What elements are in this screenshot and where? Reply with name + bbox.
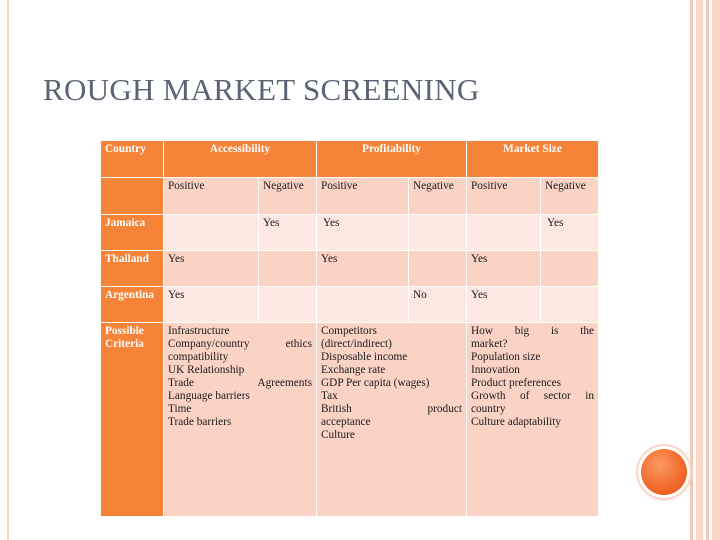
table-row-jamaica — [101, 215, 599, 251]
decorative-orb — [641, 449, 687, 495]
table-cell — [259, 287, 317, 323]
accessibility-negative-header: Negative — [259, 178, 317, 215]
table-cell — [541, 287, 599, 323]
market-size-positive-header: Positive — [467, 178, 541, 215]
criteria-item: British product — [321, 403, 462, 415]
table-row-thailand — [101, 251, 599, 287]
profitability-positive-header: Positive — [317, 178, 409, 215]
criteria-item: Company/country ethics — [168, 338, 312, 350]
criteria-item: Competitors — [321, 325, 377, 337]
table-cell — [409, 251, 467, 287]
table-row-argentina — [101, 287, 599, 323]
criteria-label-cell: Possible Criteria — [101, 323, 164, 517]
accessibility-criteria — [164, 323, 317, 517]
header-row — [101, 141, 599, 178]
market-size-negative-header: Negative — [541, 178, 599, 215]
accessibility-header: Accessibility — [164, 141, 317, 178]
table-cell: Yes — [467, 251, 541, 287]
table-cell: Yes — [467, 287, 541, 323]
market-size-criteria — [467, 323, 599, 517]
table-cell: Yes — [317, 215, 409, 251]
table-cell — [541, 251, 599, 287]
accessibility-positive-header: Positive — [164, 178, 259, 215]
market-screening-table — [100, 140, 599, 517]
criteria-item: How big is the — [471, 325, 595, 337]
table-cell — [409, 215, 467, 251]
table-cell — [259, 251, 317, 287]
criteria-item: Growth of sector in — [471, 390, 595, 402]
criteria-item: Product preferences — [471, 377, 562, 389]
criteria-item: Trade Agreements — [168, 377, 312, 389]
criteria-item: acceptance — [321, 416, 371, 428]
table-cell: Yes — [164, 251, 259, 287]
criteria-item: Time — [168, 403, 192, 415]
subheader-row — [101, 178, 599, 215]
criteria-item: Disposable income — [321, 351, 408, 363]
table-cell: Yes — [259, 215, 317, 251]
table-cell: Yes — [317, 251, 409, 287]
criteria-item: Tax — [321, 390, 338, 402]
country-cell: Argentina — [101, 287, 164, 323]
criteria-item: UK Relationship — [168, 364, 245, 376]
table-cell: Yes — [164, 287, 259, 323]
country-cell: Thailand — [101, 251, 164, 287]
criteria-item: Exchange rate — [321, 364, 386, 376]
criteria-item: Innovation — [471, 364, 520, 376]
criteria-item: Culture adaptability — [471, 416, 562, 428]
table-cell — [317, 287, 409, 323]
country-header: Country — [101, 141, 164, 178]
profitability-header: Profitability — [317, 141, 467, 178]
criteria-item: (direct/indirect) — [321, 338, 392, 350]
table-row-criteria — [101, 323, 599, 517]
right-stripe — [690, 0, 693, 540]
criteria-item: Language barriers — [168, 390, 250, 402]
criteria-item: compatibility — [168, 351, 229, 363]
subheader-blank — [101, 178, 164, 215]
market-size-header: Market Size — [467, 141, 599, 178]
right-stripe — [712, 0, 720, 540]
criteria-item: Infrastructure — [168, 325, 230, 337]
slide-title: ROUGH MARKET SCREENING — [43, 72, 480, 107]
country-cell: Jamaica — [101, 215, 164, 251]
criteria-item: GDP Per capita (wages) — [321, 377, 430, 389]
right-stripe — [706, 0, 709, 540]
criteria-item: country — [471, 403, 506, 415]
criteria-item: Culture — [321, 429, 355, 441]
criteria-item: Population size — [471, 351, 541, 363]
profitability-criteria — [317, 323, 467, 517]
criteria-item: Trade barriers — [168, 416, 232, 428]
left-border-line — [7, 0, 9, 540]
profitability-negative-header: Negative — [409, 178, 467, 215]
table-cell: Yes — [541, 215, 599, 251]
criteria-item: market? — [471, 338, 508, 350]
table-cell — [467, 215, 541, 251]
table-cell: No — [409, 287, 467, 323]
table-cell — [164, 215, 259, 251]
right-stripe — [696, 0, 703, 540]
